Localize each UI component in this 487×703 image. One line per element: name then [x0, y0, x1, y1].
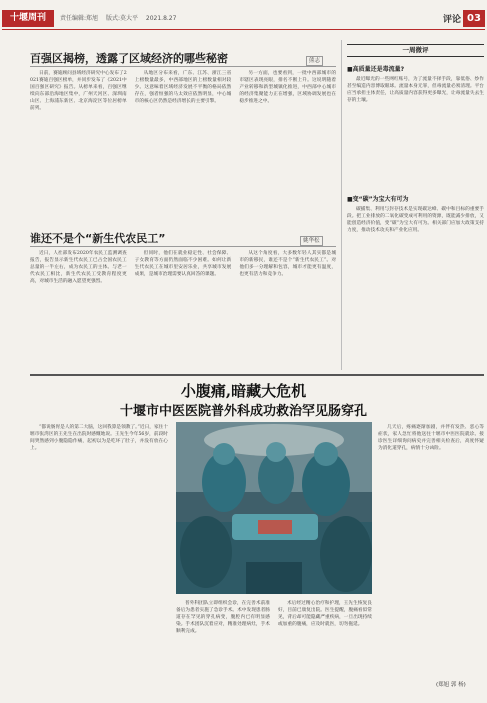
column-separator: [341, 40, 342, 370]
article-1-headline: 百强区揭榜，透露了区域经济的哪些秘密: [30, 52, 228, 65]
article-1-column: 从地区分布来看，广东、江苏、浙江三省上榜数量最多，中西部地区的上榜数量相对较少。这意味着区域经济发展不平衡的格局依然存在，强者恒强的马太效应依然明显，中心城市的核心区仍然是经济增长的主要引擎。: [134, 71, 232, 105]
design-name: 版式:莫大平: [105, 15, 138, 22]
page-header: [0, 10, 487, 28]
main-story-title: 小腹痛,暗藏大危机: [180, 382, 307, 400]
article-1-column: 日前，赛迪顾问县域经济研究中心发布了2021赛迪百强区榜单，并同步发布了《2021中国百强区研究》报告。从榜单来看，百强区继续向东部沿海地区集中，广州天河区、深圳南山区、上海浦东新区、北京海淀区等位居榜单前列。: [30, 71, 127, 112]
article-1-headline-block: [30, 50, 228, 66]
main-story-signature: (郑旭 郭 杨): [436, 682, 466, 688]
sidebar-title: 一周微评: [347, 44, 484, 57]
article-2-rule: [30, 246, 336, 247]
main-story-column: “都说肠胃是人的第二大脑，这回我算是领教了。”近日，家住十堰市张湾区的王先生在出院时感慨地说。王先生今年56岁，前段时间突然感到小腹隐隐作痛，起初以为是吃坏了肚子，并没有放在心上。: [30, 425, 168, 452]
issue-date: 2021.8.27: [145, 15, 177, 22]
main-story-subtitle: 十堰市中医医院普外科成功救治罕见肠穿孔: [119, 404, 367, 419]
article-2-headline-block: [30, 230, 165, 246]
article-1-byline: 熊志: [306, 56, 323, 66]
article-1-column: 另一方面，也要看到，一批中西部城市的市辖区表现亮眼，排名不断上升。这说明随着产业转移和新型城镇化推进，中西部中心城市的经济集聚能力正在增强，区域协调发展也在稳步推进之中。: [239, 71, 337, 105]
article-2-byline: 姚华松: [300, 236, 323, 246]
article-1-rule: [30, 66, 336, 67]
editor-credits: [60, 13, 182, 22]
main-story-column: 术后经过精心治疗和护理，王先生恢复良好，目前已康复出院。医生提醒，腹痛看似常见，背后却可能隐藏严重疾病，一旦出现持续或加重的腹痛，应及时就医，切勿拖延。: [278, 601, 372, 628]
sidebar-item-2-heading: ■变“碳”为宝大有可为: [347, 196, 409, 203]
article-2-headline: 谁还不是个“新生代农民工”: [30, 232, 166, 245]
header-rule: [2, 29, 485, 30]
article-2-column: 近日，人社部发布2020年农民工监测调查报告，报告显示新生代农民工已占全国农民工总量的一半左右，成为农民工的主体。与老一代农民工相比，新生代农民工受教育程度更高，对城市生活的融入愿望更强烈。: [30, 251, 127, 285]
section-name: 评论: [442, 15, 461, 25]
weekly-comment-sidebar: [347, 44, 484, 338]
page-number: 03: [463, 10, 485, 27]
article-1-body: [30, 70, 336, 198]
main-story-column: 几天后，疼痛逐渐加剧，并伴有发热、恶心等症状，家人急忙将他送往十堰市中医医院就诊。接诊医生详细询问病史并完善相关检查后，高度怀疑为消化道穿孔，病情十分凶险。: [378, 425, 484, 452]
surgery-photo: [176, 422, 372, 594]
main-story-column: 普外科团队立即组织会诊，在完善术前准备后为患者实施了急诊手术。术中发现患者肠道存在罕见的穿孔病变，腹腔内已有明显感染。手术团队沉着应对，精准处理病灶，手术顺利完成。: [176, 601, 270, 635]
sidebar-item-1-heading: ■高质量还是毒流量?: [347, 66, 405, 73]
sidebar-item-1-text: 最近曝光的一些网红账号，为了流量不择手段，靠低俗、炒作甚至编造内容博取眼球。流量本身无罪，但毒流量必须清理。平台应当承担主体责任，让高质量内容获得更多曝光，让毒流量失去生存的土壤。: [347, 77, 484, 104]
section-rule: [30, 374, 484, 376]
article-2-column: 但同时，他们在就业稳定性、社会保障、子女教育等方面仍然面临不少困难。如何让新生代农民工在城市里安居乐业，共享城市发展成果，是城市治理需要认真回答的课题。: [134, 251, 232, 278]
article-2-column: 从这个角度看，大多数年轻人其实都是城市的新移民，谁还不是个“新生代农民工”。对他们多一分理解和包容，城市才能更有温度，也更有活力和竞争力。: [239, 251, 337, 278]
article-2-body: [30, 250, 336, 368]
sidebar-item-2-text: 碳捕集、利用与封存技术是实现碳达峰、碳中和目标的重要手段。把工业排放的二氧化碳变成可利用的资源，既能减少排放，又能创造经济价值，变“碳”为宝大有可为。相关部门应加大政策支持力度，推动技术攻关和产业化应用。: [347, 207, 484, 234]
masthead-logo: 十堰周刊: [2, 10, 54, 27]
editor-name: 责任编辑:郑旭: [60, 15, 99, 22]
